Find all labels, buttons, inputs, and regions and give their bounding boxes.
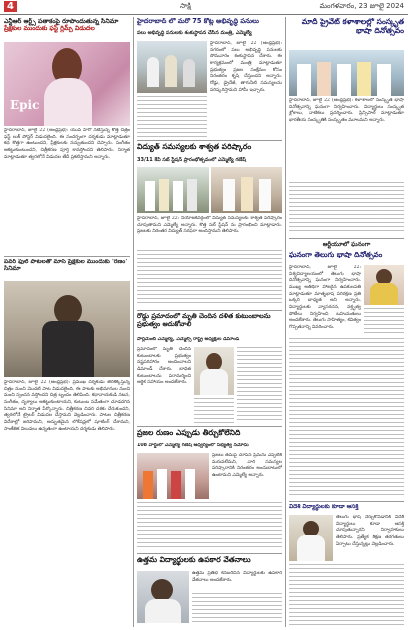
col1-headline-main [4,18,130,40]
col2-photo-foundation [137,41,207,93]
col2-photo-ribbon [211,167,282,213]
col2-divider-4 [137,553,282,554]
col1-headline-second: పవర్ ఫుల్ పాటలతో మాస్ ప్రేక్షకుల ముందుకు 'రణం' సినిమా [4,259,128,272]
col2-road-sub: పార్లమెంట్ ఎమ్మెల్యే, ఎమ్మెల్సీ రాష్ట్ర అధ్యక్షుల డిమాండ్ [137,337,240,342]
col2-power-headline: విద్యుత్ సమస్యలకు శాశ్వత పరిష్కారం [137,143,252,151]
col3-bottom-headline: విదేశీ విద్యార్థులకు కూడా ఆసక్తి [289,504,359,510]
col3-divider-1 [289,238,404,239]
col2-people-sub: 108 వార్డులో ఎమ్మెల్యే గణేష్ ఆధ్వర్యంలో సభ్యత్వ నమోదు [137,443,249,448]
col2-photo-substation [137,167,209,213]
col2-road-story-cont2 [194,398,234,423]
col1-headline-line1: ఎన్టీఆర్ ఆర్ట్స్ పతాకంపై రూపొందుతున్న సినిమా [4,18,119,25]
col2-divider-1 [137,140,282,141]
col1-photo-actress: Epic [4,42,130,126]
col2-power-story-cont [137,250,282,306]
col3-photo-speaker [289,515,333,561]
col3-bottom-story-cont [289,564,404,626]
col3-bottom-story: తెలుగు భాష నేర్చుకోవడానికి విదేశీ విద్యార్థులు కూడా ఆసక్తి చూపుతున్నారని నిర్వాహకులు తెలిపారు. ప్రత్యేక శిక్షణ తరగతులు ఏర్పాటు చేస్తున్నట్లు వెల్లడించారు. [336,515,404,547]
col2-divider-3 [137,426,282,427]
col2-bottom-story-cont [192,593,282,625]
col1-photo-movie [4,281,130,377]
page-header [0,0,408,15]
col1-story2: హైదరాబాద్, జూలై 22 (ఆంధ్రప్రభ): ప్రముఖ దర్శకుడు తెరకెక్కిస్తున్న చిత్రం నుంచి మొదటి పాట విడుదలైంది. ఈ పాటకు అభిమానుల నుంచి మంచి స్పందన వస్తోందని చిత్ర బృందం తెలిపింది. కథానాయకుడి నటన, సంగీతం, దృశ్యాలు ఆకట్టుకుంటాయని, కుటుంబ సమేతంగా చూడదగిన సినిమా అని నిర్మాత పేర్కొన్నారు. చిత్రీకరణ చివరి దశకు చేరుకుందని, త్వరలోనే ట్రైలర్ విడుదల చేస్తామని వెల్లడించారు. పాటల చిత్రీకరణ విదేశాల్లో జరిపామని, అద్భుతమైన లొకేషన్లలో షూటింగ్ చేశామని, సాంకేతిక విలువలు ఉన్నతంగా ఉంటాయని దర్శకుడు తెలిపారు. [4,380,130,432]
column-separator-1 [133,17,134,627]
newspaper-name: సాక్షి [180,2,191,10]
col2-top-headline: హైదరాబాద్ లో మరో 75 కోట్ల అభివృద్ధి పనులు [137,18,259,25]
col2-power-story: హైదరాబాద్, జూలై 22: నియోజకవర్గంలో విద్యుత్ సమస్యలకు శాశ్వత పరిష్కారం చూపుతామని ఎమ్మెల్యే అన్నారు. కొత్త సబ్ స్టేషన్ ను ప్రారంభించి మాట్లాడారు. ప్రజలకు నిరంతర విద్యుత్ సరఫరా అందిస్తామని తెలిపారు. [137,216,282,235]
col3-top-headline: మాదీ ప్రైవేట్ కళాశాలల్లో సంస్కృత భాషా దినోత్సవం [301,18,404,35]
col2-photo-leader [194,347,234,395]
col1-story1: హైదరాబాద్, జూలై 22 (ఆంధ్రప్రభ): యువ హీరో నటిస్తున్న కొత్త చిత్రం ఫస్ట్ లుక్ పోస్టర్ విడుదలైంది. ఈ సందర్భంగా దర్శకుడు మాట్లాడుతూ కథ కొత్తగా ఉంటుందని, ప్రేక్షకులకు నచ్చుతుందని చెప్పారు. సంగీతం ఆకట్టుకుంటుందని, చిత్రీకరణ పూర్తి కావస్తోందని తెలిపారు. నిర్మాత మాట్లాడుతూ త్వరలోనే విడుదల తేదీ ప్రకటిస్తామని అన్నారు. [4,128,130,160]
col2-people-story-cont [137,502,282,550]
issue-date: మంగళవారం, 23 జూలై 2024 [319,2,404,10]
col3-mid-kicker: ఆర్టీయూలో ఘనంగా [322,241,371,248]
col2-people-headline: ప్రజల రుణం ఎప్పుడు తీర్చుకోలేనిది [137,429,241,437]
col2-road-story-cont [237,347,282,423]
col3-mid-headline: ఘనంగా తెలుగు భాషా దినోత్సవం [289,251,383,259]
column-separator-2 [285,17,286,627]
col1-divider [4,256,130,257]
col3-mid-story-cont2 [289,338,404,498]
col3-top-story-cont [289,182,404,234]
col2-photo-meeting [137,453,209,499]
col2-bottom-headline: ఉత్తమ విద్యార్థులకు ఉపకార వేతనాలు [137,556,251,564]
col2-bottom-story: ఉత్తమ ప్రతిభ కనబరిచిన విద్యార్థులకు ఉపకార వేతనాలు అందజేశారు. [192,571,282,583]
col2-top-sub: పలు అభివృద్ధి పనులకు శంకుస్థాపన చేసిన మంత్రి, ఎమ్మెల్యే [137,30,252,36]
page-number: 4 [4,1,17,12]
col2-road-story: ప్రమాదంలో మృతి చెందిన కుటుంబాలకు ప్రభుత్వం నష్టపరిహారం అందించాలని డిమాండ్ చేశారు. బాధిత కుటుంబాలను పరామర్శించి ఆర్థిక సహాయం అందజేశారు. [137,347,191,386]
col1-headline-line2: ప్రేక్షకుల ముందుకు ఫస్ట్ గ్లిమ్స్ విడుదల [4,25,95,33]
col3-photo-college [289,50,404,96]
col3-divider-2 [289,501,404,502]
col2-photo-students [137,571,189,623]
col3-mid-story: హైదరాబాద్, జూలై 22: విశ్వవిద్యాలయంలో తెలుగు భాషా దినోత్సవాన్ని ఘనంగా నిర్వహించారు. ముఖ్య అతిథిగా హాజరైన ఉపకులపతి మాట్లాడుతూ మాతృభాష పరిరక్షణ ప్రతి ఒక్కరి బాధ్యత అని అన్నారు. విద్యార్థులకు వ్యాసరచన, వక్తృత్వ పోటీలు నిర్వహించి బహుమతులు అందజేశారు. తెలుగు సాహిత్యం, కవిత్వం గొప్పతనాన్ని వివరించారు. [289,265,361,330]
col3-top-story: హైదరాబాద్, జూలై 22 (ఆంధ్రప్రభ): కళాశాలలో సంస్కృత భాషా దినోత్సవాన్ని ఘనంగా నిర్వహించారు. విద్యార్థులు సంస్కృత శ్లోకాలు, నాటికలు ప్రదర్శించారు. ప్రిన్సిపాల్ మాట్లాడుతూ భారతీయ సంస్కృతికి సంస్కృతం మూలమని అన్నారు. [289,98,404,123]
col2-people-story: ప్రజలు తమపై చూపిన ప్రేమను ఎప్పటికీ మరువలేమని, వారి సమస్యల పరిష్కారానికి నిరంతరం అందుబాటులో ఉంటామని ఎమ్మెల్యే అన్నారు. [212,453,282,478]
col2-road-headline: రోడ్డు ప్రమాదంలో మృతి చెందిన దళిత కుటుంబాలను ప్రభుత్వం ఆదుకోవాలి [137,313,271,328]
col3-photo-vc [364,265,404,305]
col3-mid-story-cont [364,308,404,335]
col2-divider-2 [137,310,282,311]
col2-top-story-cont [137,96,207,137]
col2-top-story: హైదరాబాద్, జూలై 22 (ఆంధ్రప్రభ): నగరంలో పలు అభివృద్ధి పనులకు సోమవారం శంకుస్థాపన చేశారు. ఈ కార్యక్రమంలో మంత్రి మాట్లాడుతూ ప్రభుత్వం ప్రజల సంక్షేమం కోసం నిరంతరం కృషి చేస్తుందని అన్నారు. రోడ్లు, డ్రైనేజీ, తాగునీటి సమస్యలను పరిష్కరిస్తామని హామీ ఇచ్చారు. [210,41,282,93]
col2-power-sub: 33/11 కేవీ సబ్ స్టేషన్ ప్రారంభోత్సవంలో ఎమ్మెల్యే గణేష్ [137,157,247,163]
